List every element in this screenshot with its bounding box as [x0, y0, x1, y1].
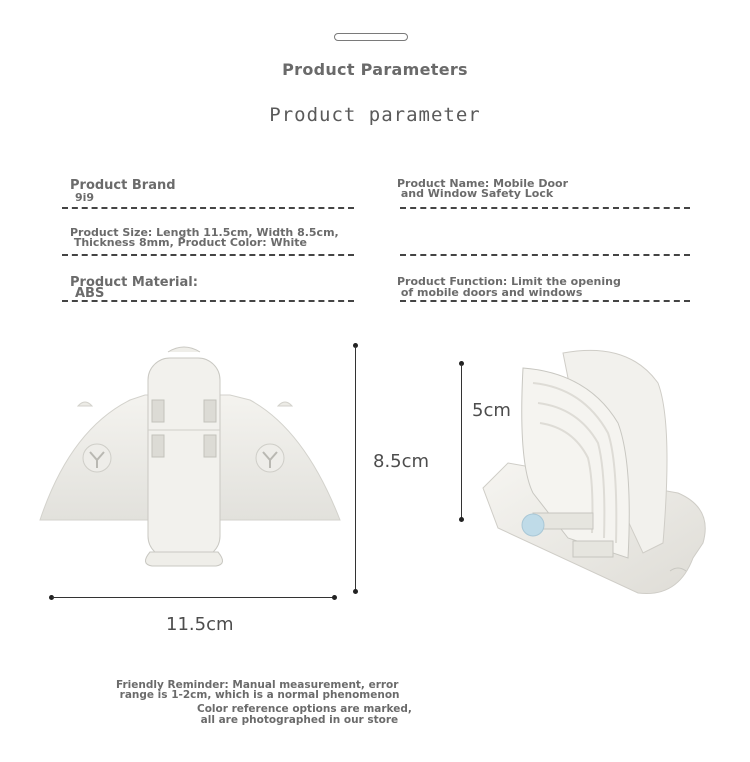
divider [400, 300, 690, 302]
dimension-endpoint [459, 517, 464, 522]
depth-dimension-line [461, 364, 462, 519]
brand-value: 9i9 [75, 191, 95, 204]
color-note-line2: all are photographed in our store [197, 714, 399, 726]
page-title: Product Parameters [282, 60, 468, 79]
product-size-line2: Thickness 8mm, Product Color: White [70, 236, 307, 249]
product-name-line1: Product Name: Mobile Door [397, 177, 569, 190]
page-subtitle: Product parameter [269, 104, 481, 126]
divider [62, 207, 354, 209]
product-side-view-image [478, 343, 718, 603]
height-dimension-label: 8.5cm [373, 451, 430, 472]
reminder-line1: Friendly Reminder: Manual measurement, error [116, 679, 399, 691]
divider [400, 254, 690, 256]
divider [62, 254, 354, 256]
dimension-endpoint [332, 595, 337, 600]
reminder-line2: range is 1-2cm, which is a normal phenomenon [116, 689, 400, 701]
depth-dimension-label: 5cm [472, 400, 511, 421]
product-name-line2: and Window Safety Lock [397, 187, 554, 200]
brand-label: Product Brand [70, 178, 176, 193]
color-note-line1: Color reference options are marked, [197, 703, 412, 715]
divider [62, 300, 354, 302]
length-dimension-label: 11.5cm [166, 614, 234, 635]
product-function-line2: of mobile doors and windows [397, 286, 583, 299]
dimension-endpoint [353, 589, 358, 594]
header-pill-decoration [334, 33, 408, 41]
height-dimension-line [355, 346, 356, 592]
divider [400, 207, 690, 209]
material-value: ABS [75, 286, 105, 301]
material-label: Product Material: [70, 275, 198, 290]
length-dimension-line [52, 597, 335, 598]
product-front-view-image [30, 340, 350, 570]
product-function-line1: Product Function: Limit the opening [397, 275, 621, 288]
product-size-line1: Product Size: Length 11.5cm, Width 8.5cm, [70, 226, 339, 239]
